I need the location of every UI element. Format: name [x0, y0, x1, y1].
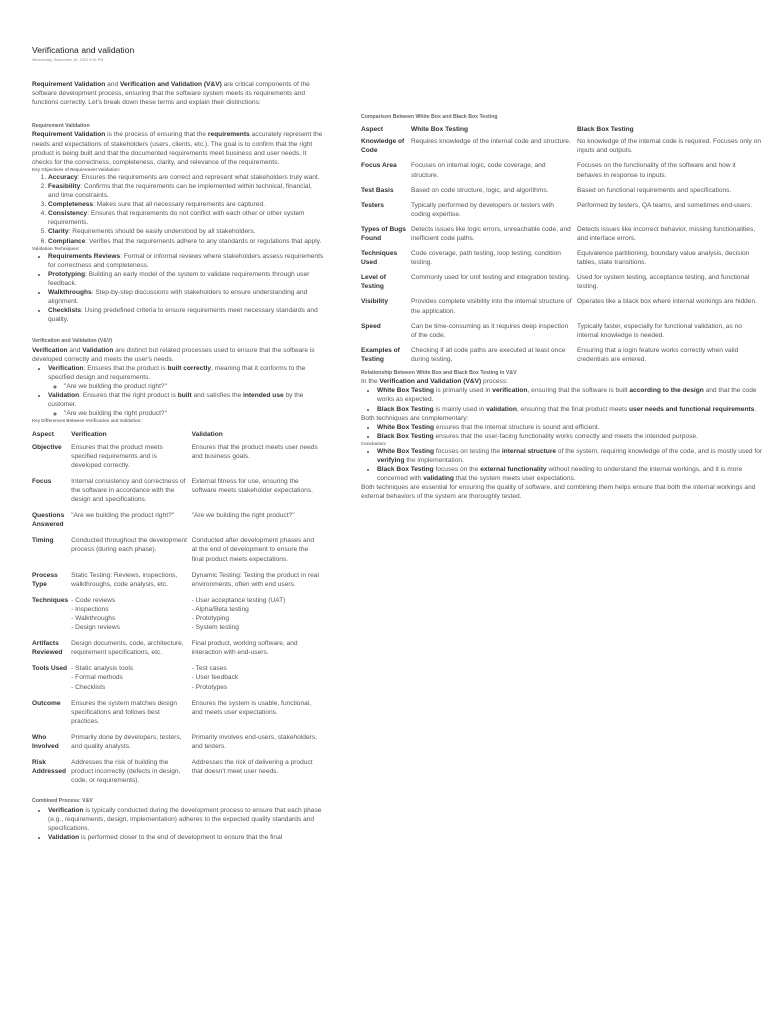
diff-heading: Key Differences Between Verification and Validation:	[32, 418, 142, 424]
table-row	[32, 571, 324, 596]
relationship-list	[361, 386, 765, 413]
rv-techniques-heading: Validation Techniques:	[32, 245, 80, 251]
vv-heading: Verification and Validation (V&V)	[32, 338, 113, 345]
vv-text-2: are distinct but related processes used to ensure that the software is developed correctly and meets the user's needs.	[32, 346, 315, 363]
verification-cell: Conducted throughout the development process (during each phase).	[71, 537, 187, 554]
validation-cell: - Test cases - User feedback - Prototypes	[191, 665, 239, 691]
list-item-label: White Box Testing	[377, 423, 435, 431]
aspect-cell: Who Involved	[32, 733, 59, 751]
list-item-text: is typically conducted during the development process to ensure that each phase (e.g., requirements, design, implementation) adheres to the expected quality standards and specifications.	[48, 806, 322, 832]
table-row	[32, 477, 324, 511]
list-item	[48, 237, 324, 246]
list-item	[48, 306, 324, 324]
rv-objectives-heading: Key Objectives of Requirement Validation:	[32, 166, 121, 172]
list-item-text: and that the code works as expected.	[377, 387, 757, 404]
list-item-text: without needing to understand the internal workings, and it is more concerned with	[377, 466, 743, 483]
list-item-bold: built	[177, 392, 192, 400]
list-item	[377, 447, 765, 465]
table-row	[361, 186, 765, 201]
list-item-label: White Box Testing	[377, 387, 435, 395]
table-row	[32, 664, 324, 698]
complementary-list	[361, 423, 765, 441]
aspect-cell: Risk Addressed	[32, 759, 67, 776]
aspect-cell: Knowledge of Code	[361, 138, 405, 155]
list-item-bold: user needs and functional requirements	[629, 405, 755, 413]
column-header: White Box Testing	[411, 126, 469, 134]
vv-list	[32, 364, 324, 419]
column-header: Validation	[191, 431, 223, 439]
list-item	[48, 833, 324, 842]
page-title: Verificationa and validation	[32, 45, 135, 55]
table-row	[361, 161, 765, 185]
list-item: ◦ "Are we building the right product?"	[64, 409, 324, 418]
list-item-label: Clarity	[48, 228, 69, 236]
column-header: Aspect	[32, 431, 54, 439]
verification-cell: Static Testing: Reviews, inspections, walkthroughs, code analysis, etc.	[71, 571, 178, 588]
list-item-text: : Ensures the requirements are correct and represent what stakeholders truly want.	[77, 173, 320, 181]
list-item-text: and satisfies the	[191, 392, 243, 400]
list-item-bold: validating	[423, 475, 454, 483]
list-item-text: of the system, requiring knowledge of the code, and is mostly used for	[556, 447, 763, 455]
rv-bold-1: Requirement Validation	[32, 131, 106, 139]
black-box-cell: No knowledge of the internal code is required. Focuses only on inputs and outputs.	[577, 138, 762, 155]
list-item	[48, 270, 324, 288]
black-box-cell: Performed by testers, QA teams, and sometimes end-users.	[577, 201, 753, 209]
list-item-bold: internal structure	[501, 447, 557, 455]
list-item-label: Checklists	[48, 307, 81, 315]
validation-cell: Ensures the system is usable, functional, and meets user expectations.	[191, 699, 312, 716]
list-item-text: ensures that the internal structure is sound and efficient.	[434, 423, 600, 431]
table-row	[361, 137, 765, 161]
rv-paragraph	[32, 130, 324, 166]
intro-bold-2: Verification and Validation (V&V)	[119, 81, 222, 88]
list-item-label: Validation	[48, 392, 80, 400]
page-date: Wednesday, September 18, 2024 9:26 PM	[32, 58, 104, 62]
list-item: ◦ "Are we building the product right?"	[64, 382, 324, 391]
list-item-text: : Confirms that the requirements can be implemented within technical, financial, and time constraints.	[48, 183, 312, 200]
list-item-text: : Step-by-step discussions with stakeholders to ensure understanding and alignment.	[48, 289, 308, 306]
black-box-cell: Ensuring that a login feature works correctly when valid credentials are entered.	[577, 346, 739, 363]
rv-heading: Requirement Validation	[32, 123, 90, 130]
list-item-label: Black Box Testing	[377, 405, 434, 413]
black-box-cell: Used for system testing, acceptance testing, and functional testing.	[577, 274, 750, 291]
vv-bold-2: Validation	[82, 346, 114, 354]
white-box-cell: Focuses on internal logic, code coverage, and structure.	[411, 162, 546, 179]
white-black-box-table	[361, 125, 765, 370]
white-box-cell: Can be time-consuming as it requires deep inspection of the code.	[411, 322, 569, 339]
validation-cell: Primarily involves end-users, stakeholders, and testers.	[191, 733, 317, 751]
conclusion-heading: Conclusion:	[361, 440, 387, 446]
black-box-cell: Detects issues like incorrect behavior, missing functionalities, and interface errors.	[577, 225, 756, 243]
rel-intro-text: In the	[361, 378, 380, 386]
white-box-cell: Provides complete visibility into the internal structure of the application.	[411, 298, 572, 315]
verification-validation-table	[32, 430, 324, 792]
aspect-cell: Focus	[32, 477, 52, 485]
aspect-cell: Level of Testing	[361, 274, 386, 291]
comparison-heading: Comparison Between White Box and Black Box Testing	[361, 114, 498, 120]
column-header: Black Box Testing	[577, 126, 634, 134]
table-row	[361, 297, 765, 321]
list-item-text: focuses on the	[433, 466, 481, 474]
list-item-text: ensures that the user-facing functionality works correctly and meets the intended purpose.	[433, 432, 698, 440]
list-item-label: Walkthroughs	[48, 289, 92, 297]
table-row	[32, 536, 324, 570]
combined-heading: Combined Process: V&V	[32, 798, 93, 805]
rv-text-2: accurately represent the needs and expectations of stakeholders (users, clients, etc.). The goal is to confirm that the right product is being built and that the documented requirements meet business and user needs. It checks for the correctness, completeness, clarity, and relevance of the requirements.	[32, 131, 323, 166]
verification-cell: Internal consistency and correctness of the software in accordance with the design and specifications.	[71, 477, 186, 504]
aspect-cell: Types of Bugs Found	[361, 225, 406, 243]
list-item-bold: built correctly	[167, 364, 212, 372]
list-item	[377, 465, 765, 483]
table-row	[361, 249, 765, 273]
list-item-label: Validation	[48, 833, 80, 841]
sub-list	[48, 409, 324, 418]
list-item-text: is performed closer to the end of development to ensure that the final	[79, 833, 283, 841]
list-item-label: Accuracy	[48, 173, 78, 181]
table-row	[32, 758, 324, 792]
list-item-text: the implementation.	[404, 457, 464, 465]
table-row	[361, 225, 765, 249]
list-item-bold: verification	[492, 387, 528, 395]
list-item	[48, 209, 324, 227]
list-item-bold: verifying	[377, 457, 405, 465]
list-item-text: : Ensures that requirements do not conflict with each other or other system requirements.	[48, 210, 305, 227]
list-item	[377, 405, 765, 414]
relationship-heading: Relationship Between White Box and Black Box Testing in V&V	[361, 370, 517, 377]
aspect-cell: Testers	[361, 201, 384, 209]
list-item-label: Requirements Reviews	[48, 252, 121, 260]
validation-cell: Final product, working software, and interaction with end-users.	[191, 640, 298, 657]
list-item-text: : Requirements should be easily understood by all stakeholders.	[68, 228, 256, 236]
aspect-cell: Timing	[32, 537, 54, 545]
table-row	[32, 443, 324, 477]
list-item-text: , ensuring that the final product meets	[516, 405, 630, 413]
combined-list	[32, 806, 324, 842]
aspect-cell: Examples of Testing	[361, 346, 400, 363]
table-row	[32, 699, 324, 733]
list-item	[377, 432, 765, 441]
white-box-cell: Typically performed by developers or testers with coding expertise.	[411, 201, 554, 218]
list-item-label: Black Box Testing	[377, 466, 434, 474]
validation-cell: Ensures that the product meets user needs and business goals.	[191, 443, 318, 460]
aspect-cell: Process Type	[32, 571, 58, 588]
list-item-label: Completeness	[48, 201, 94, 209]
list-item-label: Verification	[48, 806, 84, 814]
table-row	[361, 346, 765, 370]
list-item-text: focuses on testing the	[434, 447, 502, 455]
list-item-label: Feasibility	[48, 183, 81, 190]
black-box-cell: Focuses on the functionality of the software and how it behaves in response to inputs.	[577, 162, 736, 179]
validation-cell: - User acceptance testing (UAT) - Alpha/Beta testing - Prototyping - System testing	[191, 596, 286, 632]
table-row	[361, 273, 765, 297]
list-item-bold: external functionality	[480, 466, 547, 474]
list-item	[48, 200, 324, 209]
aspect-cell: Artifacts Reviewed	[32, 640, 63, 657]
vv-text-1: and	[67, 346, 83, 354]
table-row	[361, 322, 765, 346]
aspect-cell: Focus Area	[361, 162, 397, 170]
validation-cell: External fitness for use, ensuring the software meets stakeholder expectations.	[191, 477, 313, 494]
list-item-label: Verification	[48, 364, 84, 372]
black-box-cell: Typically faster, especially for functional validation, as no internal knowledge is needed.	[577, 322, 742, 339]
validation-cell: Dynamic Testing: Testing the product in real environments, often with end users.	[191, 571, 319, 588]
white-box-cell: Commonly used for unit testing and integration testing.	[411, 274, 571, 282]
list-item-text: : Ensures that the product is	[83, 364, 168, 372]
aspect-cell: Techniques	[32, 596, 69, 604]
aspect-cell: Questions Answered	[32, 512, 65, 529]
verification-cell: Primarily done by developers, testers, and quality analysts.	[71, 733, 182, 751]
table-row	[32, 511, 324, 536]
verification-cell: Ensures that the product meets specified requirements and is developed correctly.	[71, 443, 163, 469]
rel-intro-text-2: process:	[481, 378, 508, 386]
sub-list	[48, 382, 324, 391]
verification-cell: Design documents, code, architecture, requirement specifications, etc.	[71, 640, 184, 657]
validation-cell: Addresses the risk of delivering a product that doesn't meet user needs.	[191, 759, 313, 776]
verification-cell: Addresses the risk of building the product incorrectly (defects in design, code, or requirements).	[71, 759, 181, 785]
black-box-cell: Equivalence partitioning, boundary value analysis, decision tables, state transitions.	[577, 250, 750, 267]
aspect-cell: Visibility	[361, 298, 388, 306]
left-column	[32, 80, 324, 842]
validation-cell: Conducted after development phases and at the end of development to ensure the final product meets expectations.	[191, 537, 315, 563]
list-item-text: : Formal or informal reviews where stakeholders assess requirements for correctness and completeness.	[48, 252, 324, 269]
column-header: Verification	[71, 431, 107, 439]
aspect-cell: Objective	[32, 443, 62, 451]
list-item-text: , ensuring that the software is built	[527, 387, 630, 395]
rv-text-1: is the process of ensuring that the	[105, 131, 208, 139]
aspect-cell: Tools Used	[32, 665, 68, 673]
list-item	[377, 423, 765, 432]
table-row	[32, 639, 324, 664]
list-item	[48, 227, 324, 236]
list-item-text: by the customer.	[48, 392, 304, 409]
list-item	[48, 182, 324, 200]
aspect-cell: Techniques Used	[361, 250, 398, 267]
closing-paragraph: Both techniques are essential for ensuring the quality of software, and combining them helps ensure that both the internal workings and external behaviors of the system are thoroughly tested.	[361, 484, 756, 501]
intro-paragraph	[32, 80, 324, 107]
list-item-text: : Using predefined criteria to ensure requirements meet necessary standards and quality.	[48, 307, 318, 324]
aspect-cell: Test Basis	[361, 186, 394, 194]
relationship-intro	[361, 377, 765, 386]
list-item-text: is mainly used in	[433, 405, 487, 413]
verification-cell: - Static analysis tools - Formal methods - Checklists	[71, 665, 134, 691]
list-item-label: Compliance	[48, 237, 86, 245]
list-item-text: , meaning that it conforms to the specified design and requirements.	[48, 364, 306, 381]
white-box-cell: Detects issues like logic errors, unreachable code, and inefficient code paths.	[411, 225, 571, 243]
aspect-cell: Outcome	[32, 699, 61, 707]
list-item-bold: validation	[486, 405, 517, 413]
list-item-text: : Building an early model of the system to validate requirements through user feedback.	[48, 270, 310, 288]
intro-text-2: are critical components of the software development process, ensuring that the software system meets its requirements and functions correctly. Let's break down these terms and explain their distinctions:	[32, 81, 310, 107]
list-item-label: Black Box Testing	[377, 432, 434, 440]
list-item	[48, 173, 324, 182]
table-row	[361, 201, 765, 225]
table-row	[32, 733, 324, 758]
validation-cell: "Are we building the right product?"	[191, 512, 295, 520]
intro-text-1: and	[105, 81, 120, 88]
list-item-text: is primarily used in	[434, 387, 493, 395]
white-box-cell: Code coverage, path testing, loop testing, condition testing.	[411, 250, 561, 267]
vv-paragraph	[32, 346, 324, 364]
list-item-bold: intended use	[243, 392, 284, 400]
white-box-cell: Requires knowledge of the internal code and structure.	[411, 138, 571, 146]
rv-techniques-list	[32, 252, 324, 325]
right-column	[361, 114, 765, 502]
list-item	[48, 288, 324, 306]
complementary-text: Both techniques are complementary:	[361, 414, 469, 422]
list-item-text: : Verifies that the requirements adhere to any standards or regulations that apply.	[85, 237, 322, 245]
list-item	[48, 252, 324, 270]
table-row	[32, 596, 324, 639]
list-item-label: Consistency	[48, 210, 88, 218]
list-item-bold: according to the design	[629, 387, 704, 395]
list-item-text: : Makes sure that all necessary requirements are captured.	[93, 201, 265, 209]
list-item-text: : Ensures that the right product is	[79, 392, 178, 400]
list-item	[377, 386, 765, 404]
table-header-row	[361, 125, 765, 137]
list-item	[48, 364, 324, 391]
rel-intro-bold: Verification and Validation (V&V)	[379, 378, 482, 386]
vv-bold-1: Verification	[32, 346, 68, 354]
rv-objectives-list	[32, 173, 324, 246]
verification-cell: - Code reviews - Inspections - Walkthroughs - Design reviews	[71, 596, 120, 632]
intro-bold-1: Requirement Validation	[32, 81, 106, 88]
black-box-cell: Operates like a black box where internal workings are hidden.	[577, 298, 757, 306]
list-item	[48, 391, 324, 418]
column-header: Aspect	[361, 126, 383, 134]
black-box-cell: Based on functional requirements and specifications.	[577, 186, 732, 194]
conclusion-list	[361, 447, 765, 483]
white-box-cell: Based on code structure, logic, and algorithms.	[411, 186, 549, 194]
table-header-row	[32, 430, 324, 442]
verification-cell: "Are we building the product right?"	[71, 512, 175, 520]
list-item-text: that the system meets user expectations.	[453, 475, 576, 483]
list-item-text: .	[754, 405, 757, 413]
white-box-cell: Checking if all code paths are executed at least once during testing.	[411, 346, 566, 363]
list-item-label: Prototyping	[48, 270, 85, 278]
rv-bold-2: requirements	[207, 131, 250, 139]
verification-cell: Ensures the system matches design specifications and follows best practices.	[71, 699, 178, 725]
list-item	[48, 806, 324, 833]
aspect-cell: Speed	[361, 322, 381, 330]
list-item-label: White Box Testing	[377, 447, 435, 455]
